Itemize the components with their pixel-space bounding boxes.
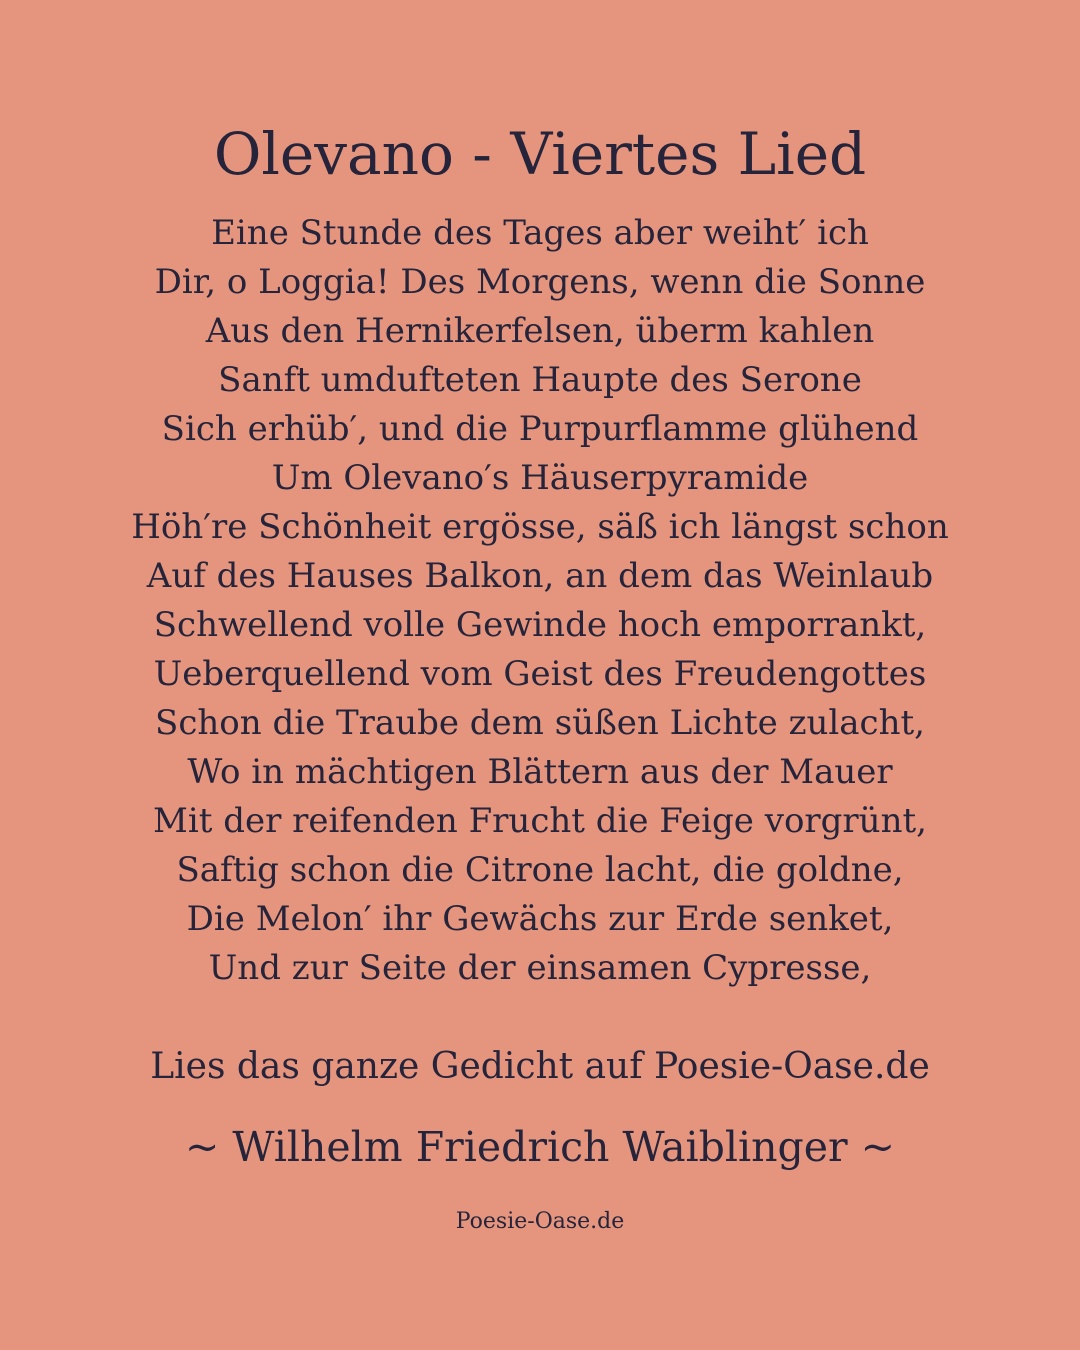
read-full-poem-note: Lies das ganze Gedicht auf Poesie-Oase.de xyxy=(150,1046,930,1087)
poem-line: Aus den Hernikerfelsen, überm kahlen xyxy=(205,311,875,351)
poem-title: Olevano - Viertes Lied xyxy=(213,120,867,188)
poem-line: Ueberquellend vom Geist des Freudengottes xyxy=(153,654,927,694)
poem-line: Höh′re Schönheit ergösse, säß ich längst schon xyxy=(131,507,949,547)
poem-line: Auf des Hauses Balkon, an dem das Weinlaub xyxy=(146,556,934,596)
poem-line: Wo in mächtigen Blättern aus der Mauer xyxy=(187,752,893,792)
poem-line: Die Melon′ ihr Gewächs zur Erde senket, xyxy=(186,899,894,939)
site-watermark: Poesie-Oase.de xyxy=(455,1209,625,1234)
poem-line: Mit der reifenden Frucht die Feige vorgrünt, xyxy=(153,801,927,841)
poem-line: Und zur Seite der einsamen Cypresse, xyxy=(208,948,872,988)
poem-line: Um Olevano′s Häuserpyramide xyxy=(271,458,809,498)
poem-line: Saftig schon die Citrone lacht, die goldne, xyxy=(176,850,904,890)
poem-text xyxy=(0,209,1080,993)
poem-line: Eine Stunde des Tages aber weiht′ ich xyxy=(211,213,869,253)
poem-line: Schwellend volle Gewinde hoch emporrankt, xyxy=(153,605,927,645)
poem-author: ~ Wilhelm Friedrich Waiblinger ~ xyxy=(184,1123,895,1171)
poem-line: Schon die Traube dem süßen Lichte zulacht, xyxy=(155,703,925,743)
poem-line: Dir, o Loggia! Des Morgens, wenn die Sonne xyxy=(154,262,926,302)
poem-line: Sanft umdufteten Haupte des Serone xyxy=(218,360,862,400)
poem-line: Sich erhüb′, und die Purpurflamme glühend xyxy=(161,409,919,449)
